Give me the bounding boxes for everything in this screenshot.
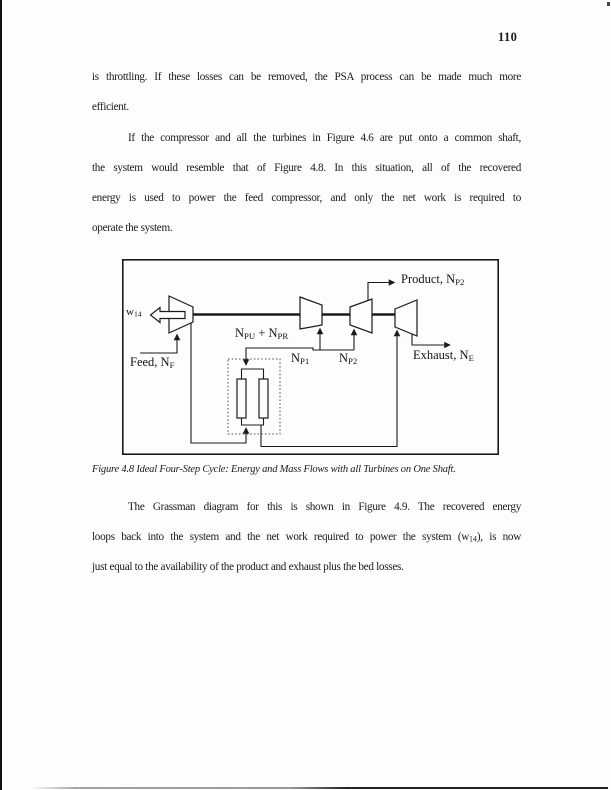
subscript: 14 — [469, 534, 477, 544]
text-line: loops back into the system and the net work required to power the system $(w_{14})$, is now — [92, 531, 521, 544]
text-line: the system would resemble that of Figure 4.8. In this situation, all of the recovered — [92, 162, 521, 174]
bed-bottom-manifold — [242, 418, 264, 425]
text-line: just equal to the availability of the product and exhaust plus the bed losses. — [92, 561, 404, 573]
adsorbent-bed-1 — [237, 379, 246, 418]
bed-top-manifold — [242, 369, 264, 379]
feed-label: Feed, $N_F$ — [130, 355, 175, 370]
text-line: is throttling. If these losses can be removed, the PSA process can be made much more — [92, 71, 521, 83]
text-line: The Grassman diagram for this is shown in Figure 4.9. The recovered energy — [128, 501, 521, 513]
subscript: P2 — [455, 276, 465, 287]
subscript: E — [468, 352, 474, 363]
feed-line — [140, 335, 177, 354]
figure-caption: Figure 4.8 Ideal Four-Step Cycle: Energy and Mass Flows with all Turbines on One Shaft. — [92, 464, 456, 475]
paragraph-1 — [92, 62, 521, 122]
subscript: F — [169, 359, 175, 370]
paragraph-3 — [92, 492, 521, 582]
exhaust-line — [412, 335, 450, 346]
text-line: operate the system. — [92, 222, 173, 234]
figure-4-8-diagram — [122, 259, 499, 455]
subscript: PR — [277, 330, 289, 341]
text-line: energy is used to power the feed compressor, and only the net work is required to — [92, 192, 521, 204]
paragraph-2 — [92, 123, 521, 243]
text-line: If the compressor and all the turbines in Figure 4.6 are put onto a common shaft, — [128, 132, 521, 144]
subscript: 14 — [133, 309, 142, 319]
turbine-2-symbol — [350, 299, 372, 333]
subscript: P2 — [348, 355, 358, 366]
np1-label: $N_{P1}$ — [291, 351, 310, 366]
scan-edge-bottom — [30, 787, 608, 789]
text-line: efficient. — [92, 101, 129, 113]
scan-edge-left — [0, 0, 2, 790]
scan-speck — [607, 2, 610, 6]
work-label: $w_{14}$ — [126, 306, 142, 319]
product-line — [368, 283, 395, 301]
exhaust-label: Exhaust, $N_E$ — [413, 348, 474, 363]
subscript: P1 — [300, 355, 310, 366]
np2-label: $N_{P2}$ — [339, 351, 358, 366]
subscript: PU — [244, 330, 256, 341]
turbine-1-symbol — [300, 297, 322, 329]
turbine-3-symbol — [395, 300, 417, 336]
bed-enclosure-dashed-box — [228, 359, 280, 434]
adsorbent-bed-2 — [259, 379, 268, 418]
purge-label: $N_{PU} + N_{PR}$ — [235, 326, 289, 341]
page-number: 110 — [498, 30, 518, 44]
product-label: Product, $N_{P2}$ — [401, 272, 465, 287]
